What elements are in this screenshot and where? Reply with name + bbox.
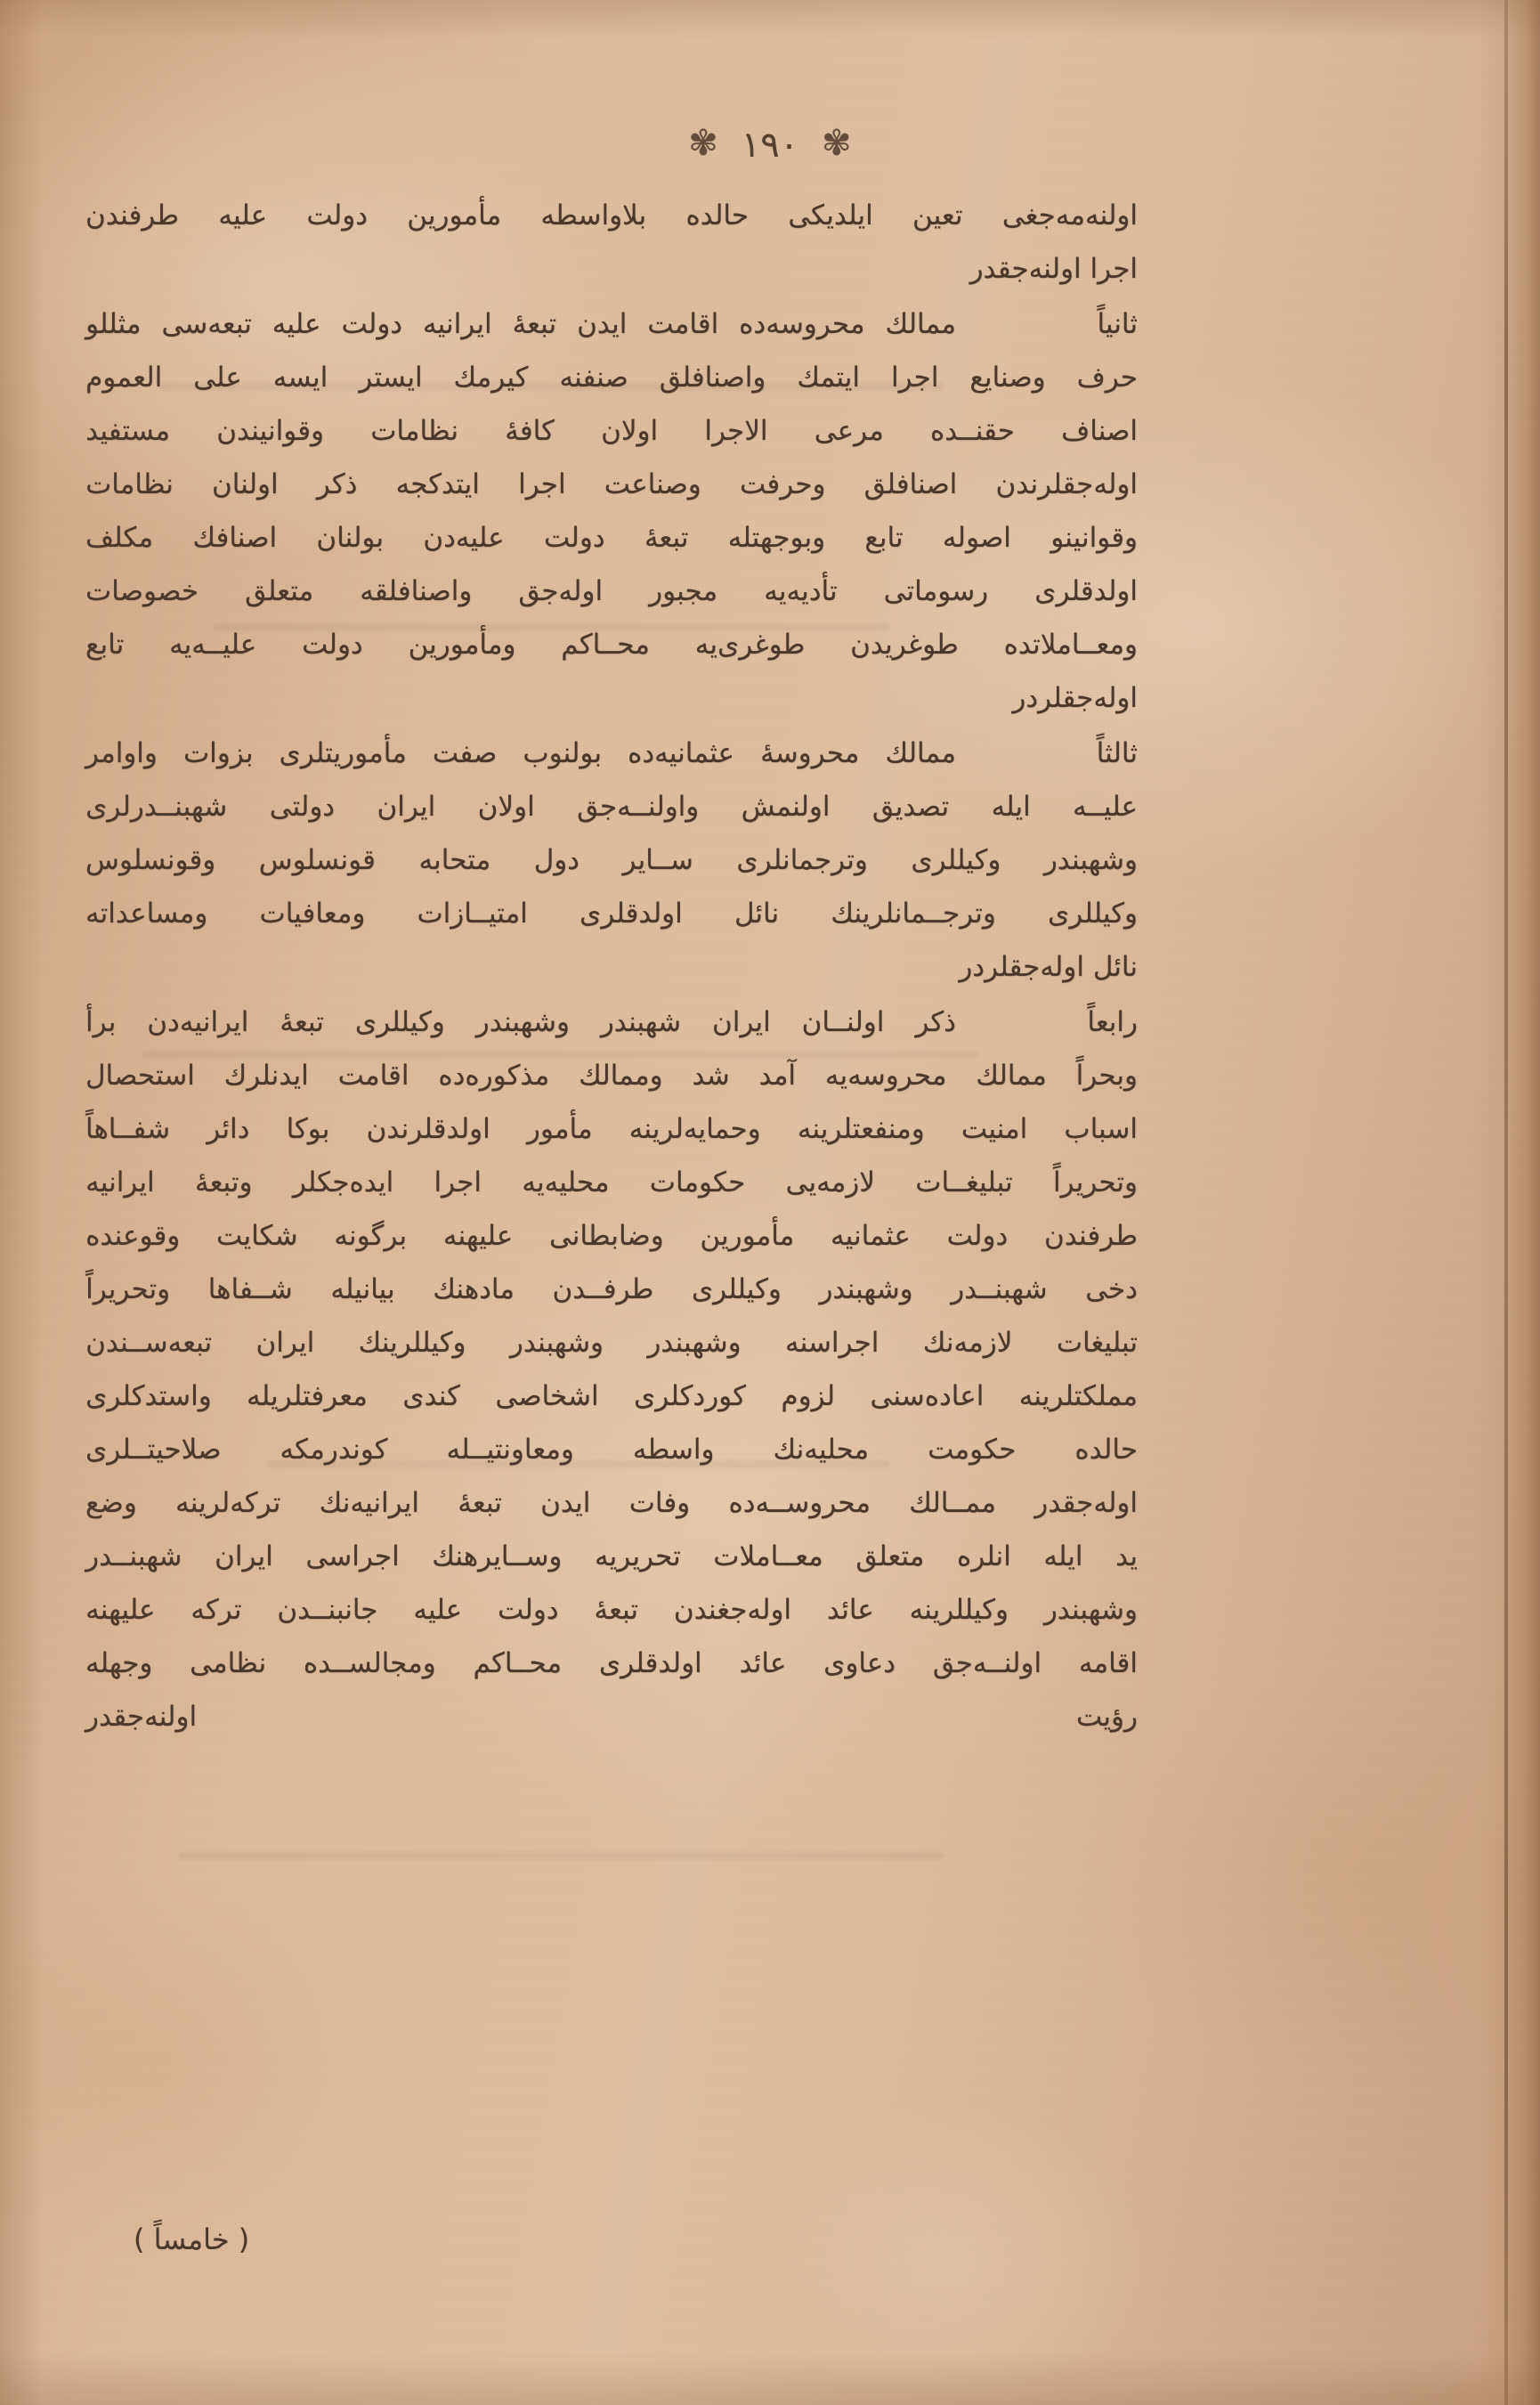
- text-word: اولان: [601, 415, 659, 447]
- text-word: خصوصات: [85, 575, 199, 607]
- text-word: كیرمك: [453, 362, 529, 394]
- text-word: علیهنه: [442, 1220, 514, 1252]
- text-word: ومعــاملاتده: [1003, 629, 1138, 661]
- text-word: استحصال: [85, 1060, 195, 1092]
- paragraph-clause-saniyen: [85, 297, 1138, 725]
- text-word: ایران: [377, 791, 436, 823]
- text-word: تبعهٔ: [644, 522, 689, 554]
- text-word: اشخاصی: [495, 1380, 599, 1412]
- text-line: نائل اوله‌جقلردر: [959, 951, 1138, 983]
- text-line: [85, 1423, 1138, 1476]
- text-word: حالده: [685, 199, 750, 232]
- text-word: تبعه‌ســندن: [85, 1327, 213, 1359]
- text-word: وســایرهنك: [432, 1540, 563, 1572]
- footer-catchword: ( خامساً ): [134, 2222, 250, 2256]
- text-word: علیهنه: [85, 1594, 156, 1626]
- text-word: نائل: [734, 898, 780, 930]
- text-word: متحابه: [418, 844, 491, 876]
- text-word: ایتدكجه: [395, 468, 480, 500]
- text-word: دولت: [302, 629, 363, 661]
- text-word: واستدكلری: [85, 1380, 212, 1412]
- text-word: شهبنــدرلری: [85, 791, 228, 823]
- text-line: [85, 1263, 1138, 1316]
- text-word: امنیت: [960, 1113, 1028, 1145]
- text-line: [85, 565, 1138, 618]
- text-line: [85, 618, 1138, 671]
- clause-indent-gap: [956, 995, 1033, 1049]
- text-word: مأمور: [526, 1113, 593, 1145]
- paragraph-clause-salisen: [85, 727, 1138, 994]
- text-word: مادهنك: [433, 1273, 515, 1305]
- text-word: وممالك: [579, 1060, 663, 1092]
- text-word: وشهبندر: [509, 1327, 604, 1359]
- page-edge-shadow-left: [0, 0, 43, 2405]
- text-word: تبلیغات: [1056, 1327, 1138, 1359]
- text-word: محلیه‌نك: [773, 1434, 870, 1466]
- text-word: وضابطانی: [548, 1220, 664, 1252]
- text-word: دولت: [497, 1594, 559, 1626]
- text-word: دولتی: [269, 791, 336, 823]
- text-line: [85, 1316, 1138, 1369]
- text-line: [85, 1583, 1138, 1637]
- text-word: دولت: [543, 522, 605, 554]
- text-word: واولنــه‌جق: [577, 791, 700, 823]
- text-line: [85, 511, 1138, 565]
- text-word: محروســه‌ده: [728, 1487, 871, 1519]
- text-word: اصوله: [942, 522, 1011, 554]
- text-word: العموم: [85, 362, 163, 394]
- text-word: معرفتلریله: [247, 1380, 368, 1412]
- text-word: تركه‌لرینه: [175, 1487, 281, 1519]
- text-word: شد: [692, 1060, 730, 1092]
- text-word: مذكوره‌ده: [438, 1060, 550, 1092]
- page-header-folio: [0, 114, 1540, 176]
- text-word: اوله‌جق: [518, 575, 604, 607]
- text-word: تبلیغــات: [915, 1166, 1013, 1198]
- text-word: وتحریراً: [1052, 1166, 1138, 1198]
- text-word: عائد: [826, 1594, 874, 1626]
- text-line: [85, 351, 1138, 404]
- text-word: اصنافلق: [863, 468, 958, 500]
- text-word: اولدقلری: [579, 898, 683, 930]
- text-word: وصنایع: [969, 362, 1046, 394]
- text-word: تابع: [85, 629, 125, 661]
- text-line-clause-opener: [85, 297, 1138, 351]
- text-word: ایله: [991, 791, 1031, 823]
- text-word: علیه: [218, 199, 268, 232]
- text-word: اولدقلری: [598, 1647, 702, 1679]
- text-word: لازمه‌نك: [922, 1327, 1013, 1359]
- text-word: وقونسلوس: [85, 844, 216, 876]
- text-word: متعلق: [855, 1540, 925, 1572]
- text-word: ســایر: [622, 844, 693, 876]
- text-word: بیانیله: [330, 1273, 395, 1305]
- text-word: ایلدیکی: [788, 199, 873, 232]
- text-word: اصنافك: [192, 522, 278, 554]
- text-word: واصنافلقه: [360, 575, 473, 607]
- text-word: ایده‌جكلر: [292, 1166, 394, 1198]
- text-word: اجرا: [434, 1166, 482, 1198]
- text-word: طرفندن: [1044, 1220, 1138, 1252]
- text-line: [85, 404, 1138, 458]
- text-word: تصدیق: [871, 791, 950, 823]
- text-word: حقنــده: [930, 415, 1015, 447]
- text-word: ومنفعتلرینه: [797, 1113, 925, 1145]
- text-word: شهبنــدر: [85, 1540, 182, 1572]
- paragraph-clause-rabien: [85, 995, 1138, 1797]
- text-word: متعلق: [245, 575, 314, 607]
- text-word: علیــه: [1073, 791, 1138, 823]
- text-word: طرفــدن: [552, 1273, 654, 1305]
- text-word: شهبنــدر: [951, 1273, 1048, 1305]
- text-word: اولنان: [212, 468, 279, 500]
- text-word: اعاده‌سنی: [870, 1380, 985, 1412]
- text-word: وكیللری: [691, 1273, 782, 1305]
- text-word: ایرانیه: [85, 1166, 155, 1198]
- text-line: [85, 833, 1138, 887]
- text-word: اجرا: [518, 468, 566, 500]
- text-word: وحرفت: [739, 468, 826, 500]
- text-word: اولنه‌مه‌جغی: [1001, 199, 1138, 232]
- text-word: حكومت: [928, 1434, 1017, 1466]
- text-word: طوغریدن: [850, 629, 959, 661]
- text-word: واصنافلق: [659, 362, 766, 394]
- text-word: دخی: [1085, 1273, 1138, 1305]
- text-word: الاجرا: [704, 415, 768, 447]
- text-word: وقوعنده: [85, 1220, 181, 1252]
- text-line: [85, 1369, 1138, 1423]
- clause-ordinal-salisen: ثالثاً: [1096, 737, 1138, 769]
- text-word: ممالك: [976, 1060, 1047, 1092]
- text-line-clause-opener: [85, 995, 1138, 1049]
- text-word: شــفاها: [207, 1273, 293, 1305]
- text-word: وشهبندر: [819, 1273, 913, 1305]
- text-word: ایران: [255, 1327, 315, 1359]
- text-word: وشهبندر: [647, 1327, 742, 1359]
- page-number: ١٩٠: [741, 125, 799, 166]
- text-word: دولت: [306, 199, 369, 232]
- text-word: ایران: [215, 1540, 273, 1572]
- text-line: [85, 1156, 1138, 1209]
- text-line: [85, 1530, 1138, 1583]
- text-word: شفــاهاً: [85, 1113, 171, 1145]
- text-word: نظامات: [370, 415, 458, 447]
- text-word: لازمه‌یی: [785, 1166, 875, 1198]
- text-word: رسوماتی: [883, 575, 989, 607]
- text-word: تركه: [190, 1594, 242, 1626]
- text-word: وشهبندر: [1043, 1594, 1138, 1626]
- text-word: كافهٔ: [505, 415, 555, 447]
- text-word: صنفنه: [559, 362, 628, 394]
- text-word: علیــه‌یه: [169, 629, 257, 661]
- text-word: بوكا: [286, 1113, 330, 1145]
- text-word: بولنان: [316, 522, 385, 554]
- text-word: اجرا: [890, 362, 939, 394]
- text-word: حالده: [1074, 1434, 1138, 1466]
- text-word: ممــالك: [909, 1487, 996, 1519]
- text-word: علیه: [413, 1594, 463, 1626]
- text-word: حكومات: [649, 1166, 746, 1198]
- text-word: وبوجهتله: [727, 522, 826, 554]
- text-word: مأمورین: [700, 1220, 795, 1252]
- text-word: نظامات: [85, 468, 174, 500]
- text-word: آمد: [758, 1060, 797, 1092]
- text-word: اولدقلرندن: [366, 1113, 490, 1145]
- text-word: محروسه‌یه: [824, 1060, 947, 1092]
- text-word: ذكر: [316, 468, 358, 500]
- text-line: [85, 1690, 1138, 1743]
- text-word: ایتمك: [797, 362, 860, 394]
- text-word: محــاكم: [473, 1647, 563, 1679]
- text-word: اولدقلری: [1034, 575, 1138, 607]
- text-word: تابع: [864, 522, 904, 554]
- text-word: ومساعداته: [85, 898, 208, 930]
- text-word: ایدنلرك: [223, 1060, 309, 1092]
- page-text-body: [85, 189, 1138, 1799]
- text-word: مجبور: [649, 575, 718, 607]
- text-word: ایله: [1043, 1540, 1083, 1572]
- text-word: وضع: [85, 1487, 137, 1519]
- text-line: [85, 887, 1138, 940]
- text-word: وشهبندر: [1043, 844, 1138, 876]
- text-word: اوله‌جقدر: [1034, 1487, 1138, 1519]
- paragraph-opening: [85, 189, 1138, 296]
- text-word: دعاوی: [823, 1647, 896, 1679]
- text-word: وقوانیندن: [216, 415, 325, 447]
- text-word: محلیه‌یه: [522, 1166, 610, 1198]
- text-word: اولنمش: [741, 791, 831, 823]
- ornament-floret-left-icon: ✾: [688, 123, 718, 164]
- text-word: برگونه: [334, 1220, 408, 1252]
- clause-indent-gap: [956, 297, 1033, 351]
- text-word: تحریریه: [594, 1540, 681, 1572]
- text-word: وكیللری: [1048, 898, 1138, 930]
- text-word: اجراسنه: [784, 1327, 879, 1359]
- text-word: كندی: [402, 1380, 460, 1412]
- text-word: شكایت: [216, 1220, 298, 1252]
- text-word: صلاحیتــلری: [85, 1434, 222, 1466]
- text-word: تبعهٔ: [594, 1594, 639, 1626]
- text-word: وصناعت: [604, 468, 701, 500]
- text-line-content: ممالك محروسه‌ده اقامت ایدن تبعهٔ ایرانیه دولت علیه تبعه‌سی مثللو: [85, 308, 956, 340]
- text-word: بلاواسطه: [540, 199, 647, 232]
- text-word: كوندرمكه: [280, 1434, 388, 1466]
- text-word: ومعاونتیــله: [446, 1434, 574, 1466]
- text-word: وتبعهٔ: [194, 1166, 253, 1198]
- text-word: اسباب: [1064, 1113, 1138, 1145]
- page-edge-shadow-top: [0, 0, 1540, 39]
- text-word: ایدن: [540, 1487, 591, 1519]
- text-word: جانبنــدن: [277, 1594, 378, 1626]
- text-word: مأمورین: [407, 199, 502, 232]
- text-word: نظامی: [190, 1647, 267, 1679]
- text-word: طرفندن: [85, 199, 180, 232]
- text-word: رؤیت: [1075, 1701, 1138, 1733]
- clause-ordinal-rabien: رابعاً: [1087, 1006, 1138, 1038]
- text-word: محــاكم: [561, 629, 650, 661]
- text-word: لزوم: [781, 1380, 836, 1412]
- text-word: وحمایه‌لرینه: [628, 1113, 761, 1145]
- text-line: [85, 780, 1138, 833]
- text-word: وكیللرینه: [909, 1594, 1009, 1626]
- text-line-clause-opener: [85, 727, 1138, 780]
- text-word: قونسلوس: [258, 844, 377, 876]
- text-word: وكیللرینك: [358, 1327, 466, 1359]
- text-word: مرعی: [814, 415, 884, 447]
- text-line: [85, 189, 1138, 242]
- text-word: ومجالســده: [303, 1647, 436, 1679]
- text-word: اوله‌جقلرندن: [995, 468, 1138, 500]
- text-line-content: ممالك محروسهٔ عثمانیه‌ده بولنوب صفت مأموریتلری بزوات واوامر: [85, 737, 956, 769]
- text-word: تأدیه‌یه: [764, 575, 838, 607]
- text-word: تعین: [912, 199, 963, 232]
- text-line: اجرا اولنه‌جقدر: [969, 253, 1138, 285]
- text-word: معــاملات: [713, 1540, 823, 1572]
- text-line: [85, 458, 1138, 511]
- text-line: [85, 1637, 1138, 1690]
- text-word: واسطه: [632, 1434, 715, 1466]
- text-word: مكلف: [85, 522, 154, 554]
- text-word: اولنــه‌جق: [932, 1647, 1042, 1679]
- text-word: وجهله: [85, 1647, 153, 1679]
- text-line: [85, 1743, 1138, 1797]
- text-word: علیه‌دن: [423, 522, 505, 554]
- text-line: [85, 1102, 1138, 1156]
- text-word: اوله‌جغندن: [673, 1594, 792, 1626]
- text-word: اقامه: [1078, 1647, 1138, 1679]
- text-word: ومعافیات: [259, 898, 366, 930]
- text-word: ایسه: [272, 362, 328, 394]
- text-word: وبحراً: [1075, 1060, 1138, 1092]
- text-word: انلره: [956, 1540, 1011, 1572]
- text-word: امتیــازات: [417, 898, 528, 930]
- text-word: ومأمورین: [408, 629, 516, 661]
- text-word: وكیللری: [911, 844, 1001, 876]
- text-word: دولت: [946, 1220, 1009, 1252]
- text-word: وترجــمانلرینك: [831, 898, 996, 930]
- text-word: وترجمانلری: [736, 844, 868, 876]
- text-word: عائد: [739, 1647, 787, 1679]
- text-word: اولان: [477, 791, 535, 823]
- text-line-content: ذكر اولنــان ایران شهبندر وشهبندر وكیللری تبعهٔ ایرانیه‌دن برأ: [85, 1006, 956, 1038]
- text-word: تبعهٔ: [458, 1487, 502, 1519]
- ornament-floret-right-icon: ✾: [822, 123, 852, 164]
- text-word: كوردكلری: [634, 1380, 746, 1412]
- text-word: دول: [533, 844, 580, 876]
- text-word: اقامت: [337, 1060, 409, 1092]
- text-word: ایستر: [359, 362, 423, 394]
- text-word: وتحریراً: [85, 1273, 171, 1305]
- text-word: اصناف: [1061, 415, 1138, 447]
- text-word: مستفید: [85, 415, 171, 447]
- text-line: اوله‌جقلردر: [1012, 682, 1138, 714]
- text-word: عثمانیه: [831, 1220, 911, 1252]
- text-line: [85, 1209, 1138, 1263]
- clause-ordinal-saniyen: ثانياً: [1097, 308, 1138, 340]
- text-word: حرف: [1076, 362, 1138, 394]
- text-word: وفات: [628, 1487, 691, 1519]
- text-word: ایرانیه‌نك: [319, 1487, 419, 1519]
- clause-indent-gap: [956, 727, 1033, 780]
- text-word: طوغری‌یه: [694, 629, 806, 661]
- text-word: علی: [193, 362, 242, 394]
- text-word: ید: [1115, 1540, 1138, 1572]
- page-edge-shadow-right: [1478, 0, 1540, 2405]
- text-word: دائر: [207, 1113, 250, 1145]
- text-word: اولنه‌جقدر: [85, 1701, 198, 1733]
- text-word: مملكتلرینه: [1018, 1380, 1138, 1412]
- text-line: [85, 1476, 1138, 1530]
- text-line: [85, 1049, 1138, 1102]
- text-word: وقوانینو: [1050, 522, 1138, 554]
- page-edge-fold-line: [1504, 0, 1508, 2405]
- page-edge-shadow-bottom: [0, 2352, 1540, 2405]
- text-word: اجراسی: [305, 1540, 400, 1572]
